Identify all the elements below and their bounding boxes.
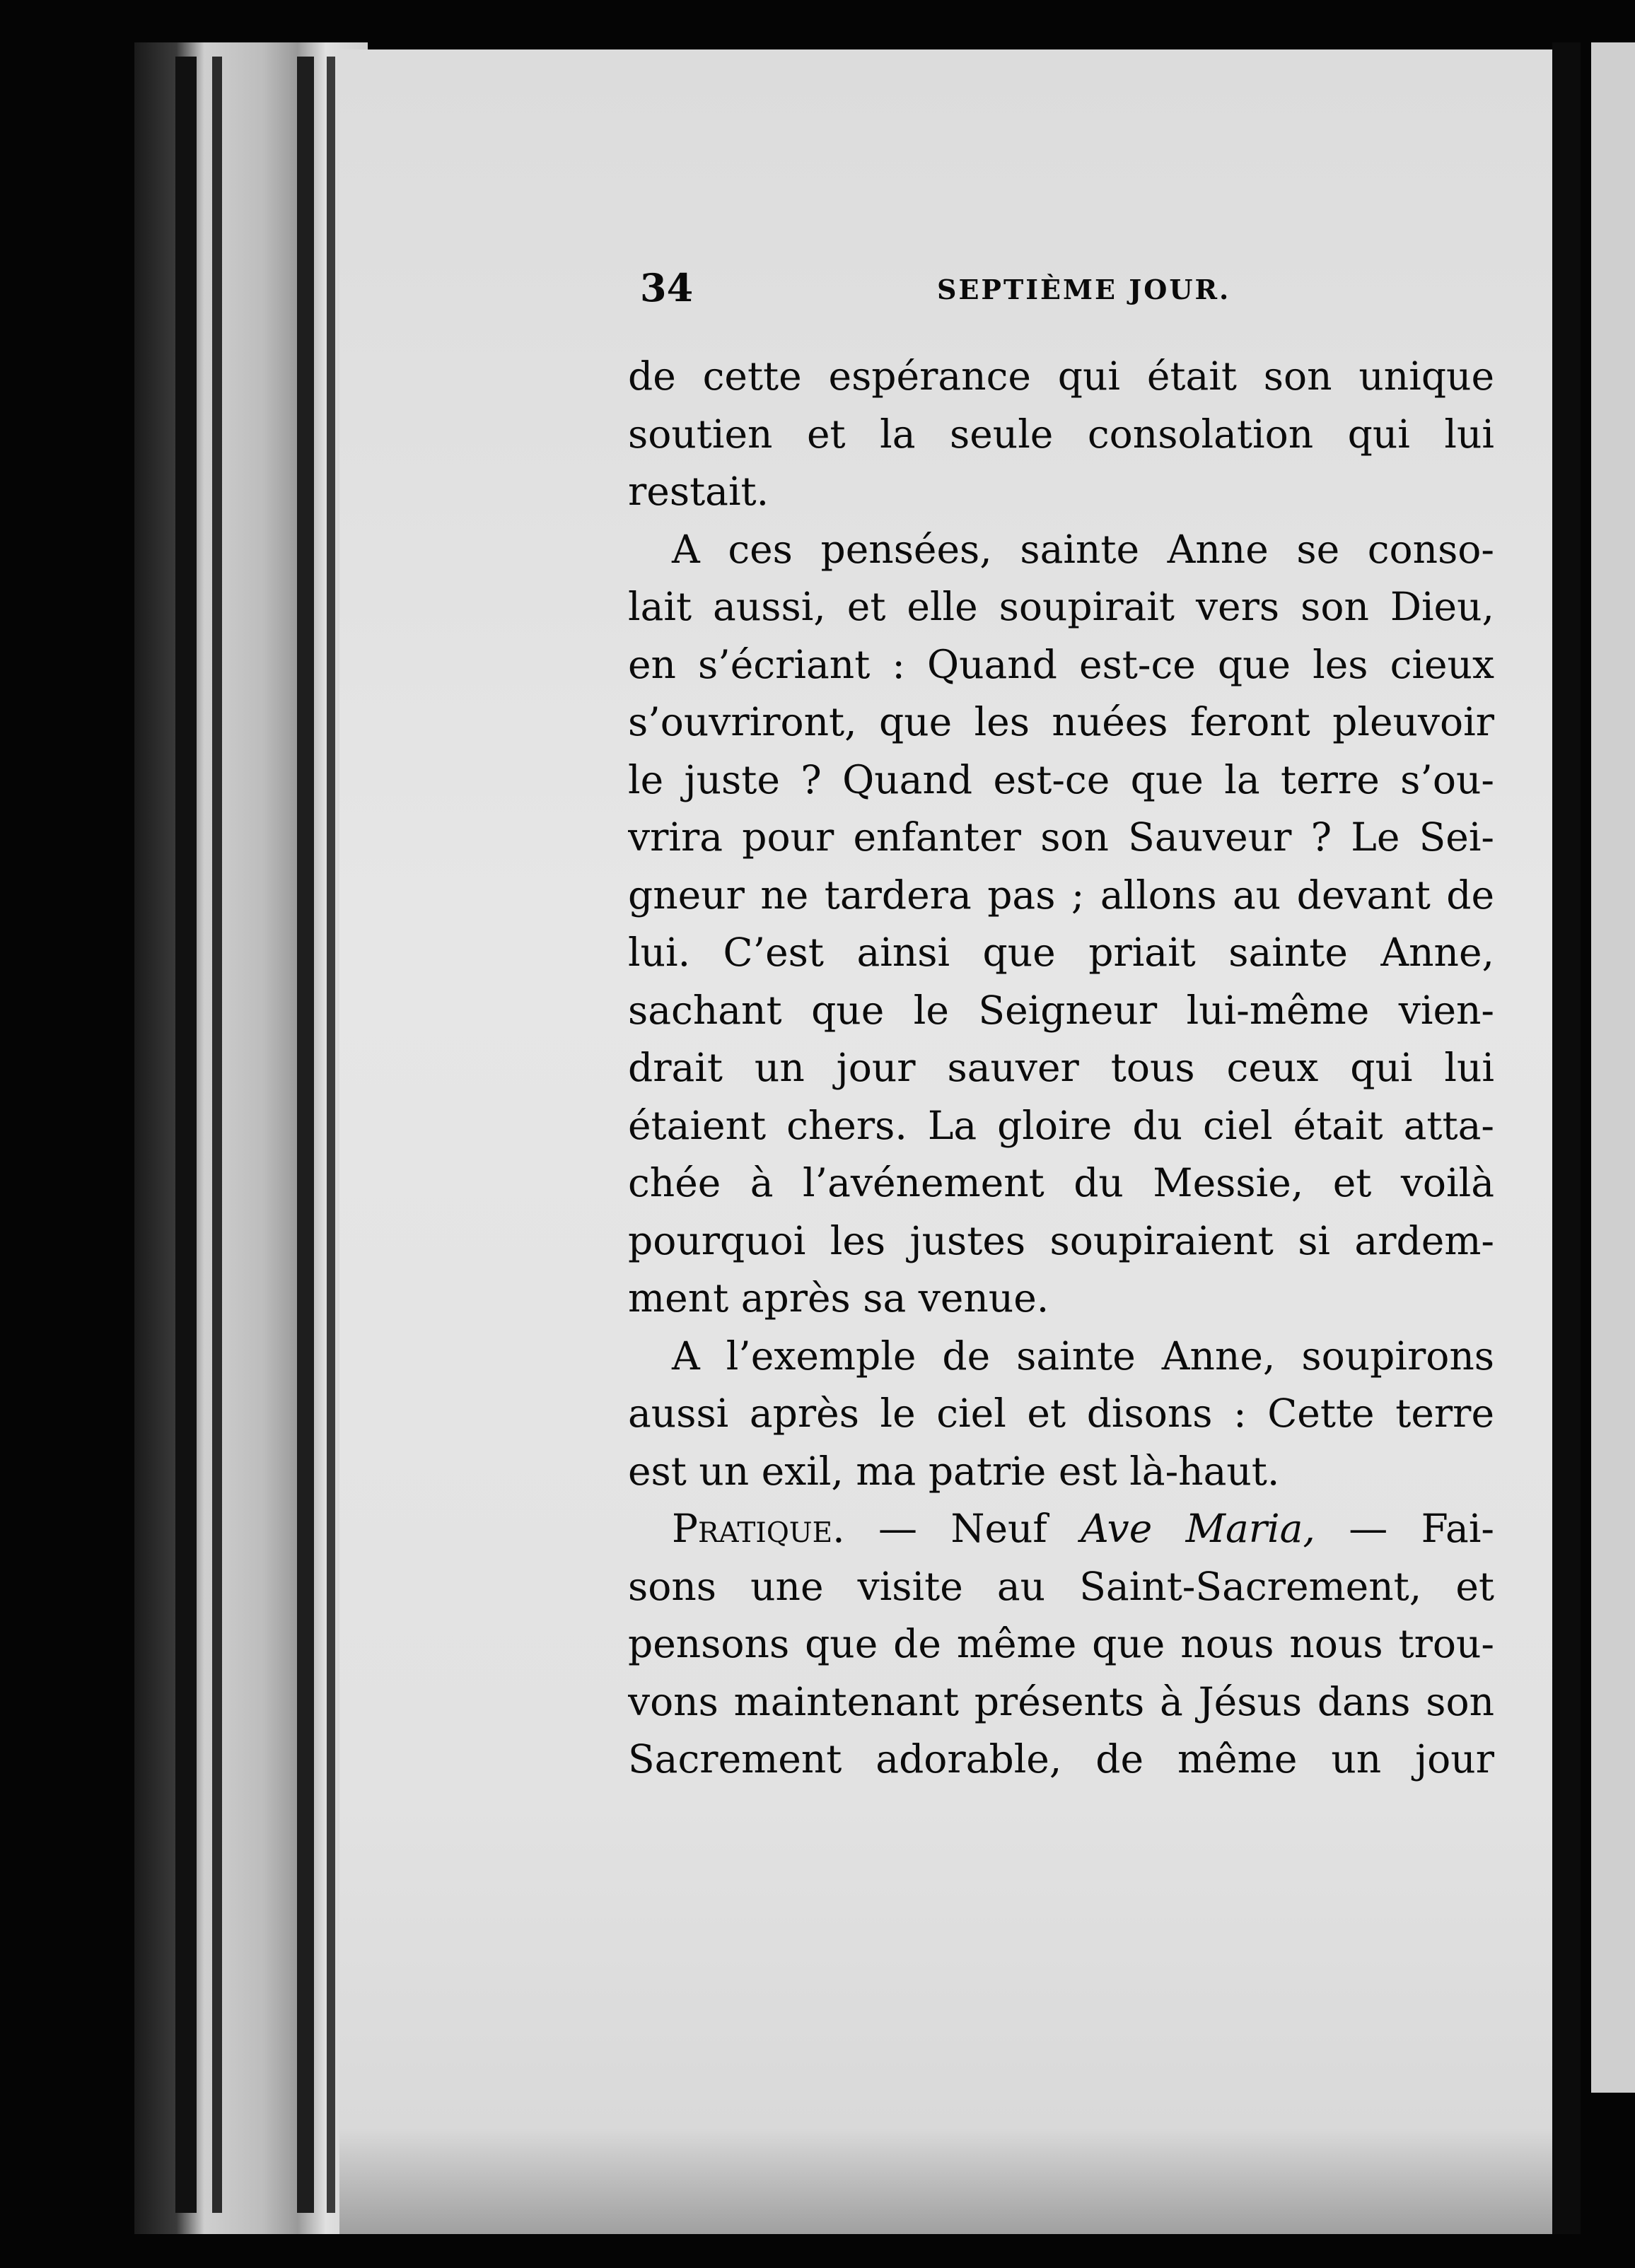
text-line: est un exil, ma patrie est là-haut. bbox=[628, 1448, 1280, 1494]
text-line: étaient chers. La gloire du ciel était atta- bbox=[628, 1102, 1494, 1148]
text-line: sons une visite au Saint-Sacrement, et bbox=[628, 1563, 1494, 1609]
text-line: aussi après le ciel et disons : Cette terre bbox=[628, 1391, 1494, 1436]
text-line: pourquoi les justes soupiraient si ardem- bbox=[628, 1217, 1494, 1263]
paragraph bbox=[628, 348, 1494, 521]
text-line: le juste ? Quand est-ce que la terre s’ou- bbox=[628, 756, 1494, 802]
text-line: A ces pensées, sainte Anne se conso- bbox=[672, 526, 1494, 572]
text-line: de cette espérance qui était son unique bbox=[628, 353, 1494, 399]
text-line: lui. C’est ainsi que priait sainte Anne, bbox=[628, 930, 1494, 975]
cover-binding-line bbox=[297, 57, 314, 2213]
text-line bbox=[628, 1500, 1494, 1558]
text-line: ment après sa venue. bbox=[628, 1275, 1049, 1321]
running-title: SEPTIÈME JOUR. bbox=[937, 274, 1231, 305]
page-bottom-shadow bbox=[339, 2128, 1552, 2234]
pratique-paragraph bbox=[628, 1500, 1494, 1789]
pratique-dash: — Neuf bbox=[844, 1506, 1081, 1551]
pratique-label: Pratique. bbox=[672, 1506, 845, 1551]
paragraph bbox=[628, 1328, 1494, 1501]
text-line: soutien et la seule consolation qui lui bbox=[628, 411, 1494, 457]
text-line: restait. bbox=[628, 469, 769, 514]
body-text bbox=[628, 348, 1494, 1789]
next-page-edge bbox=[1591, 42, 1635, 2093]
page-header bbox=[640, 263, 1510, 312]
paragraph bbox=[628, 521, 1494, 1328]
pratique-dash: — Fai- bbox=[1315, 1506, 1494, 1551]
cover-binding-line bbox=[175, 57, 197, 2213]
page-number: 34 bbox=[640, 265, 694, 310]
text-line: s’ouvriront, que les nuées feront pleuvoir bbox=[628, 699, 1494, 744]
pratique-lines bbox=[628, 1558, 1494, 1789]
ave-maria: Ave Maria, bbox=[1081, 1506, 1315, 1551]
text-line: sachant que le Seigneur lui-même vien- bbox=[628, 987, 1494, 1033]
cover-binding-line bbox=[212, 57, 222, 2213]
text-line: en s’écriant : Quand est-ce que les cieux bbox=[628, 641, 1494, 687]
paragraphs bbox=[628, 348, 1494, 1500]
text-line: A l’exemple de sainte Anne, soupirons bbox=[672, 1333, 1494, 1379]
text-line: vons maintenant présents à Jésus dans son bbox=[628, 1678, 1494, 1724]
page-gutter-shadow bbox=[1552, 42, 1581, 2234]
cover-binding-line bbox=[327, 57, 335, 2213]
text-line: gneur ne tardera pas ; allons au devant de bbox=[628, 872, 1494, 918]
text-line: vrira pour enfanter son Sauveur ? Le Sei- bbox=[628, 814, 1494, 860]
text-line: chée à l’avénement du Messie, et voilà bbox=[628, 1160, 1494, 1205]
text-line: drait un jour sauver tous ceux qui lui bbox=[628, 1045, 1494, 1090]
text-line: Sacrement adorable, de même un jour bbox=[628, 1736, 1494, 1782]
text-line: lait aussi, et elle soupirait vers son Dieu, bbox=[628, 584, 1494, 629]
text-line: pensons que de même que nous nous trou- bbox=[628, 1621, 1494, 1666]
